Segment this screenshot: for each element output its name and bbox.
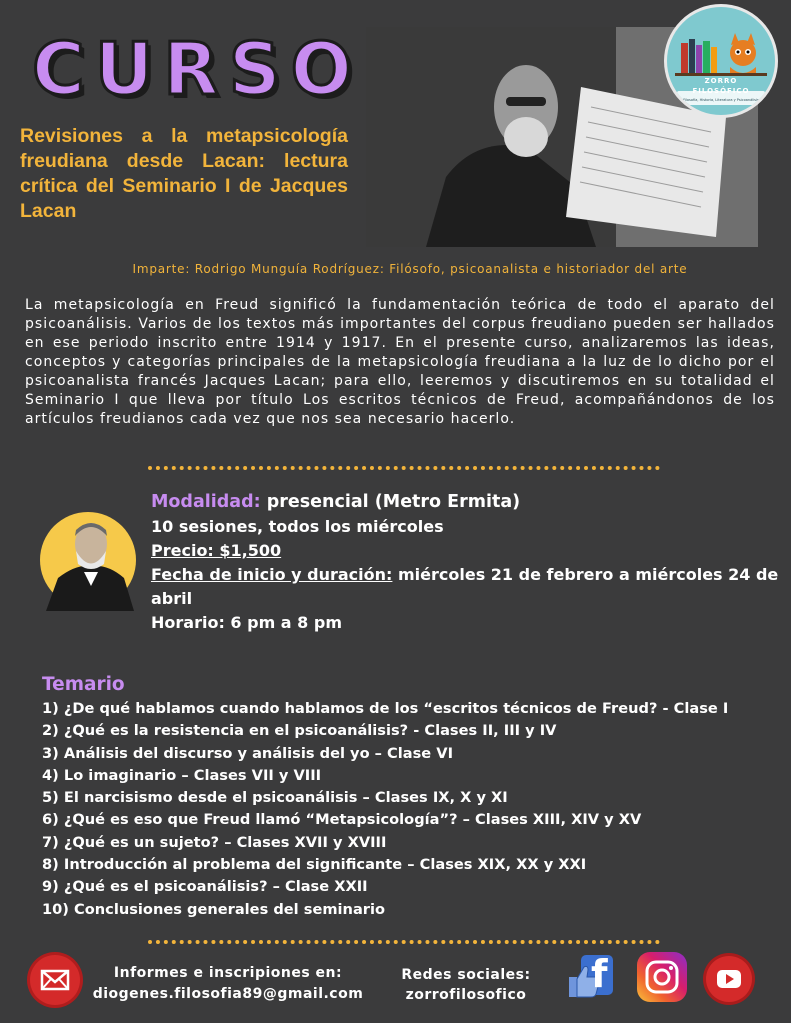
dotted-divider-bottom (148, 940, 660, 944)
zorro-filosofico-logo (664, 4, 778, 118)
temario-item: 1) ¿De qué hablamos cuando hablamos de los “escritos técnicos de Freud? - Clase I (42, 700, 729, 717)
instagram-icon[interactable] (637, 952, 687, 1002)
freud-portrait (40, 512, 136, 608)
temario-item: 2) ¿Qué es la resistencia en el psicoanálisis? - Clases II, III y IV (42, 722, 557, 740)
modalidad-line (151, 489, 781, 515)
temario-item: 5) El narcisismo desde el psicoanálisis – Clases IX, X y XI (42, 789, 508, 807)
fecha-value: miércoles 21 de febrero a miércoles 24 de abril (151, 565, 779, 608)
facebook-like-icon[interactable] (567, 953, 615, 999)
contact-email[interactable]: diogenes.filosofia89@gmail.com (92, 986, 364, 1002)
temario-item: 6) ¿Qué es eso que Freud llamó “Metapsicología”? – Clases XIII, XIV y XV (42, 811, 642, 829)
mail-icon[interactable] (30, 955, 80, 1005)
fecha-line (151, 563, 781, 611)
facebook-letter: f (591, 952, 608, 996)
course-subtitle: Revisiones a la metapsicología freudiana desde Lacan: lectura crítica del Seminario I de Jacques Lacan (20, 125, 348, 222)
logo-line-3: Filosofía, Historia, Literatura y Psicoanálisis (683, 98, 759, 102)
temario-item: 8) Introducción al problema del significante – Clases XIX, XX y XXI (42, 856, 587, 874)
dotted-divider-top (148, 466, 660, 470)
modalidad-value: presencial (Metro Ermita) (260, 492, 521, 512)
instructor-line: Imparte: Rodrigo Munguía Rodríguez: Filósofo, psicoanalista e historiador del arte (132, 262, 688, 276)
temario-item: 10) Conclusiones generales del seminario (42, 900, 386, 918)
sesiones-line: 10 sesiones, todos los miércoles (151, 517, 444, 536)
social-handle: zorrofilosofico (405, 987, 527, 1003)
social-label: Redes sociales: (401, 967, 531, 983)
temario-item: 9) ¿Qué es el psicoanálisis? – Clase XXII (42, 878, 368, 896)
temario-list (42, 698, 782, 921)
fecha-label: Fecha de inicio y duración: (151, 565, 393, 584)
course-description: La metapsicología en Freud significó la fundamentación teórica de todo el aparato del psicoanálisis. Varios de los textos más importantes del corpus freudiano pueden ser hallados en ese periodo inscrito entre 1914 y 1917. En el presente curso, analizaremos las ideas, conceptos y categorías principales de la metapsicología freudiana a la luz de lo dicho por el psicoanalista francés Jacques Lacan; para ello, leeremos y discutiremos en su totalidad el Seminario I que lleva por título Los escritos técnicos de Freud, acompañándonos de los artículos freudianos cada vez que nos sea necesario hacerlo. (25, 297, 775, 427)
modalidad-label: Modalidad: (151, 492, 261, 512)
social-info (400, 965, 532, 1005)
temario-item: 7) ¿Qué es un sujeto? – Clases XVII y XVIII (42, 833, 387, 851)
temario-item: 3) Análisis del discurso y análisis del yo – Clase VI (42, 744, 454, 762)
contact-label: Informes e inscripiones en: (113, 965, 343, 981)
contact-info (88, 963, 368, 1005)
logo-line-1: ZORRO (704, 77, 738, 85)
precio-line: Precio: $1,500 (151, 541, 282, 560)
horario-line: Horario: 6 pm a 8 pm (151, 613, 342, 632)
temario-title: Temario (42, 674, 125, 695)
course-title: CURSO (32, 27, 362, 111)
logo-line-2: FILOSÓFICO (692, 87, 750, 95)
temario-item: 4) Lo imaginario – Clases VII y VIII (42, 766, 322, 784)
course-details (151, 489, 781, 635)
youtube-icon[interactable] (706, 956, 752, 1002)
